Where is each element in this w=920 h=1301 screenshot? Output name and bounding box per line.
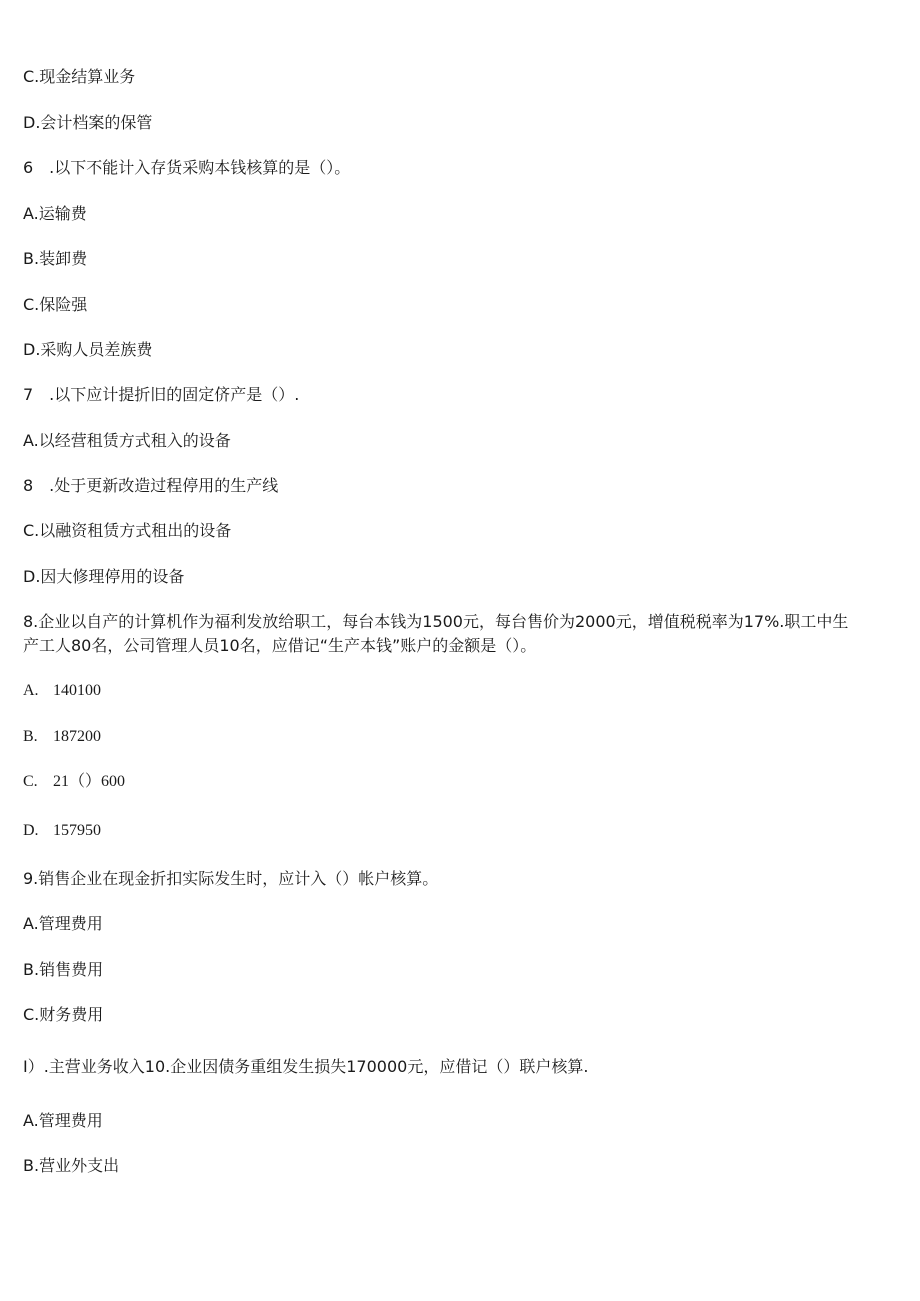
option-a-amount [23, 680, 101, 702]
option-b-amount [23, 726, 101, 748]
option-d-archive-keeping: D.会计档案的保管 [23, 113, 153, 132]
option-c-cash-settlement: C.现金结算业务 [23, 67, 136, 86]
option-d-overhaul: D.因大修理停用的设备 [23, 567, 185, 586]
option-a-admin-expense-q10: A.管理费用 [23, 1111, 103, 1130]
option-c-finance-expense: C.财务费用 [23, 1005, 104, 1024]
option-label: B. [23, 728, 38, 745]
option-a-freight: A.运输费 [23, 204, 87, 223]
option-a-leased-equipment: A.以经营租赁方式租入的设备 [23, 431, 231, 450]
question-6: 6 .以下不能计入存货采购本钱核算的是（）。 [23, 158, 351, 177]
question-9: 9.销售企业在现金折扣实际发生时，应计入（）帐户核算。 [23, 869, 439, 888]
option-d-amount [23, 820, 101, 842]
option-label: D. [23, 822, 39, 839]
option-label: C. [23, 773, 38, 790]
option-c-amount [23, 771, 125, 793]
question-8: 8.企业以自产的计算机作为福利发放给职工，每台本钱为1500元，每台售价为2000元，增值税税率为17%.职工中生产工人80名，公司管理人员10名，应借记“生产本钱”账户的金额是（）。 [23, 612, 849, 655]
option-c-finance-lease: C.以融资租赁方式租出的设备 [23, 521, 232, 540]
option-b-non-operating: B.营业外支出 [23, 1156, 120, 1175]
option-value: 140100 [53, 682, 101, 699]
option-value: 21（）600 [53, 773, 126, 790]
option-b-handling: B.装卸费 [23, 249, 88, 268]
option-value: 187200 [53, 728, 101, 745]
option-value: 157950 [53, 822, 101, 839]
question-10: I）.主营业务收入10.企业因债务重组发生损失170000元，应借记（）联户核算. [23, 1057, 589, 1076]
option-label: A. [23, 682, 39, 699]
option-b-selling-expense: B.销售费用 [23, 960, 104, 979]
option-c-insurance: C.保险强 [23, 295, 88, 314]
option-b-production-line: 8 .处于更新改造过程停用的生产线 [23, 476, 279, 495]
option-a-admin-expense: A.管理费用 [23, 914, 103, 933]
question-7: 7 .以下应计提折旧的固定侪产是（）. [23, 385, 300, 404]
option-d-travel: D.采购人员差族费 [23, 340, 153, 359]
